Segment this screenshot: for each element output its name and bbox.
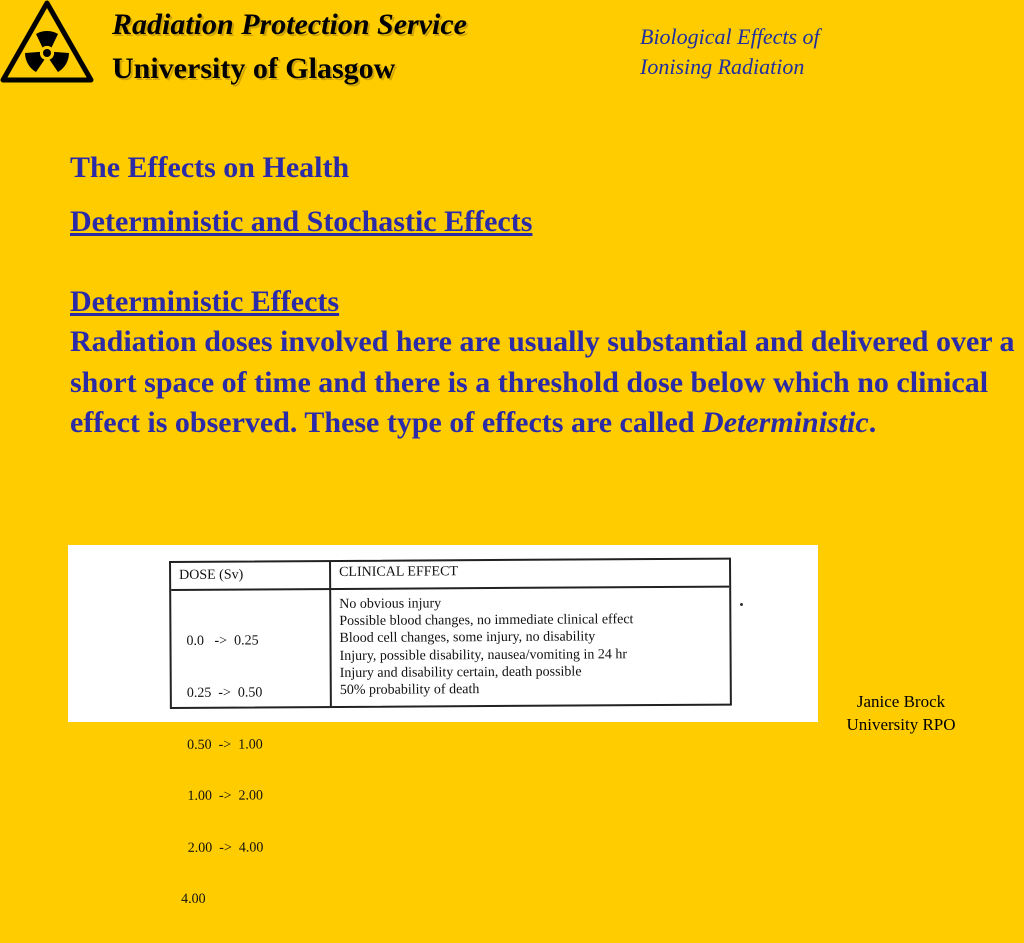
table-header-divider xyxy=(171,586,729,591)
radiation-trefoil-icon xyxy=(0,0,96,86)
author-name: Janice Brock xyxy=(856,692,946,711)
dose-effect-table xyxy=(169,558,732,908)
dose-cell: 0.25 -> 0.50 xyxy=(179,685,263,701)
slide-topic xyxy=(640,22,900,82)
effect-cell: Possible blood changes, no immediate clinical effect xyxy=(339,612,634,630)
paragraph-emphasis: Deterministic xyxy=(702,406,869,439)
topic-line-1: Biological Effects of xyxy=(640,24,820,49)
dose-cell: 0.0 -> 0.25 xyxy=(179,633,259,650)
table-header-dose: DOSE (Sv) xyxy=(179,567,244,583)
table-header-effect: CLINICAL EFFECT xyxy=(339,564,458,580)
dose-column xyxy=(179,598,264,943)
section-heading: Deterministic Effects xyxy=(70,285,340,318)
topic-line-2: Ionising Radiation xyxy=(640,54,805,79)
dose-cell: 0.50 -> 1.00 xyxy=(180,737,263,753)
scan-speck xyxy=(740,603,743,606)
slide-subtitle: Deterministic and Stochastic Effects xyxy=(70,205,533,238)
effect-cell: Injury and disability certain, death possible xyxy=(339,664,582,681)
dose-cell: 1.00 -> 2.00 xyxy=(180,788,264,805)
effect-column xyxy=(339,594,634,699)
author-credit xyxy=(820,690,982,736)
effect-cell: Injury, possible disability, nausea/vomiting in 24 hr xyxy=(339,646,628,664)
dose-cell: 4.00 xyxy=(181,892,206,908)
slide-content xyxy=(70,150,1015,444)
body-paragraph xyxy=(70,322,1015,444)
author-title: University RPO xyxy=(846,715,956,734)
slide-title: The Effects on Health xyxy=(70,151,350,184)
effect-cell: 50% probability of death xyxy=(339,682,480,698)
effect-cell: Blood cell changes, some injury, no disability xyxy=(339,629,596,647)
dose-effect-table-image xyxy=(68,545,818,908)
paragraph-end: . xyxy=(868,406,877,439)
table-column-divider xyxy=(329,562,332,706)
paragraph-text: Radiation doses involved here are usually substantial and delivered over a short space of time and there is a threshold dose below which no clinical effect is observed. These type of effects are called xyxy=(70,325,1015,439)
dose-cell: 2.00 -> 4.00 xyxy=(180,840,264,856)
university-name: University of Glasgow xyxy=(112,52,396,85)
effect-cell: No obvious injury xyxy=(339,596,442,612)
organization-name: Radiation Protection Service xyxy=(112,8,467,41)
